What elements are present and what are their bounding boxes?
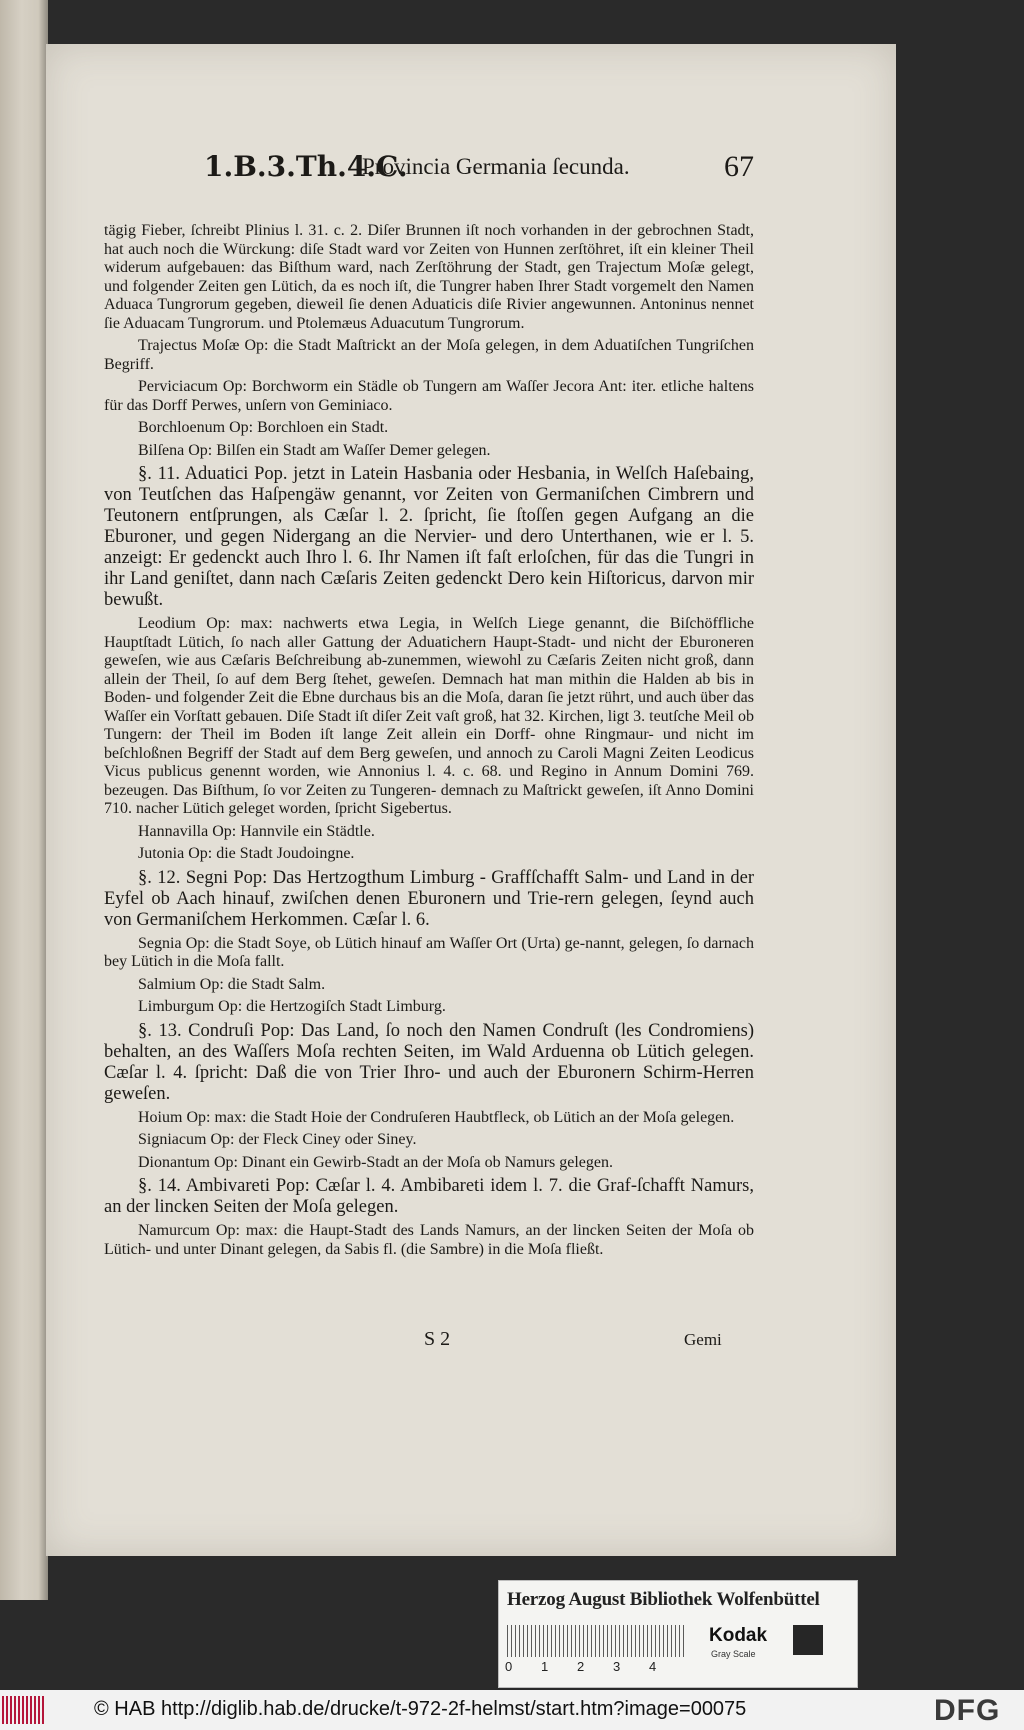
text-paragraph: Borchloenum Op: Borchloen ein Stadt. [138, 419, 389, 436]
text-paragraph: tägig Fieber, ſchreibt Plinius l. 31. c. 2. Diſer Brunnen iſt noch vorhanden in der gebrochnen Stadt, hat auch noch die Würckung: diſe Stadt ward vor Zeiten von Hunnen zerſtöhret, iſt ein kleiner Theil widerum aufgebauen: das Biſthum ward, nach Zerſtöhrung der Stadt, gen Trajectum Moſæ gelegt, und folgender Zeiten gen Lütich, da es noch iſt, die Tungrer haben Ihrer Stadt vorgemelt den Namen Aduaca Tungrorum gegeben, dieweil ſie denen Aduaticis diſe Rivier angewunnen. Antoninus nennet ſie Aduacam Tungrorum. und Ptolemæus Aduacutum Tungrorum. [104, 222, 754, 332]
text-paragraph: Namurcum Op: max: die Haupt-Stadt des Lands Namurs, an der lincken Seiten der Moſa ob Lütich- und unter Dinant gelegen, da Sabis fl. (die Sambre) in die Moſa fließt. [104, 1222, 754, 1258]
text-paragraph: Dionantum Op: Dinant ein Gewirb-Stadt an der Moſa ob Namurs gelegen. [138, 1153, 613, 1171]
hab-logo-icon [2, 1696, 46, 1724]
color-calibration-card [498, 1580, 858, 1688]
previous-page-edge [0, 0, 48, 1600]
running-head [150, 140, 770, 190]
viewer-footer-bar [0, 1690, 1024, 1730]
source-url[interactable]: © HAB http://diglib.hab.de/drucke/t-972-2f-helmst/start.htm?image=00075 [94, 1698, 747, 1720]
ruler-number: 2 [577, 1659, 585, 1674]
text-paragraph: Leodium Op: max: nachwerts etwa Legia, in Welſch Liege genannt, die Biſchöffliche Hauptſtadt Lütich, ſo nach aller Gattung der Aduatichern Haupt-Stadt- und nicht der Eburoneren geweſen, wie aus Cæſaris Beſchreibung ab-zunemmen, wiewohl zu Cæſaris Zeiten nicht groß, dann allein der Theil, ſo auf dem Berg ſtehet, geweſen. Demnach hat man mithin die Halden ab bis in Boden- und folgender Zeit die Ebne durchaus bis an die Moſa, daran ſie jetzt rührt, und auch über das Waſſer ein Vorſtatt gebauen. Diſe Stadt iſt diſer Zeit vaſt groß, hat 32. Kirchen, ligt 3. teutſche Meil ob Tungern: der Theil im Boden iſt lange Zeit allein ein Dorff- ohne Ringmaur- und nicht im beſchloßnen Begriff der Stadt auf dem Berg geweſen, und annoch zu Caroli Magni Zeiten Leodicus Vicus publicus genennt worden, wie Annonius l. 4. c. 68. und Regino in Annum Domini 769. bezeugen. Das Biſthum, ſo vor Zeiten zu Tungeren- demnach zu Maſtrickt geweſen, iſt Anno Domini 710. nacher Lütich geleget worden, ſpricht Sigebertus. [104, 615, 754, 817]
text-paragraph: Signiacum Op: der Fleck Ciney oder Siney. [138, 1131, 417, 1148]
measurement-ruler [507, 1625, 687, 1657]
signature-mark: S 2 [424, 1328, 451, 1350]
ruler-number: 3 [613, 1659, 621, 1674]
page-number: 67 [724, 150, 754, 183]
page-footer [104, 1328, 754, 1354]
running-head-title: Provincia Germania ſecunda. [362, 154, 630, 179]
page-text [104, 222, 754, 1263]
text-paragraph: Jutonia Op: die Stadt Joudoingne. [138, 845, 355, 862]
text-paragraph: Hoium Op: max: die Stadt Hoie der Condruſeren Haubtfleck, ob Lütich an der Moſa gelegen. [138, 1108, 735, 1126]
section-paragraph: §. 13. Condruſi Pop: Das Land, ſo noch den Namen Condruſt (les Condromiens) behalten, an des Waſſers Moſa rechten Seiten, im Wald Arduenna ob Lütich gelegen. Cæſar l. 4. ſpricht: Daß die von Trier Ihro- und auch der Eburonern Schirm-Herren geweſen. [104, 1020, 754, 1104]
gray-scale-label: Gray Scale [711, 1649, 756, 1659]
text-paragraph: Perviciacum Op: Borchworm ein Städle ob Tungern am Waſſer Jecora Ant: iter. etliche haltens für das Dorff Perwes, unſern von Geminiaco. [104, 378, 754, 414]
card-library-name: Herzog August Bibliothek Wolfenbüttel [507, 1589, 820, 1610]
ruler-number: 4 [649, 1659, 657, 1674]
text-paragraph: Trajectus Moſæ Op: die Stadt Maſtrickt an der Moſa gelegen, in dem Aduatiſchen Tungriſchen Begriff. [104, 337, 754, 373]
ruler-numbers [505, 1659, 695, 1674]
text-paragraph: Salmium Op: die Stadt Salm. [138, 975, 326, 993]
ruler-number: 1 [541, 1659, 549, 1674]
running-head-reference: 1.B.3.Th.4.C. [204, 150, 408, 183]
section-paragraph: §. 14. Ambivareti Pop: Cæſar l. 4. Ambibareti idem l. 7. die Graf-ſchafft Namurs, an der lincken Seiten der Moſa gelegen. [104, 1176, 754, 1217]
dfg-logo: DFG [934, 1694, 1001, 1727]
text-paragraph: Hannavilla Op: Hannvile ein Städtle. [138, 822, 375, 840]
catchword: Gemi [684, 1330, 722, 1349]
kodak-logo: Kodak [709, 1625, 768, 1646]
black-patch [793, 1625, 823, 1655]
text-paragraph: Bilſena Op: Bilſen ein Stadt am Waſſer Demer gelegen. [138, 441, 491, 459]
ruler-number: 0 [505, 1659, 513, 1674]
section-paragraph: §. 11. Aduatici Pop. jetzt in Latein Hasbania oder Hesbania, in Welſch Haſebaing, von Teutſchen das Haſpengäw genannt, vor Zeiten von Germaniſchen Cimbrern und Teutonern entſprungen, als Cæſar l. 2. ſpricht, ſie ſtoſſen gegen Aufgang an die Eburoner, und gegen Nidergang an die Nervier- und dero Unterthanen, wie er l. 5. anzeigt: Er gedenckt auch Ihro l. 6. Ihr Namen iſt faſt erloſchen, für das die Tungri in ihr Land geniſtet, dann nach Cæſaris Zeiten gedenckt Dero kein Hiſtoricus, darvon mir bewußt. [104, 464, 754, 610]
text-paragraph: Limburgum Op: die Hertzogiſch Stadt Limburg. [138, 998, 446, 1015]
text-paragraph: Segnia Op: die Stadt Soye, ob Lütich hinauf am Waſſer Ort (Urta) ge-nannt, gelegen, ſo darnach bey Lütich in die Moſa fallt. [104, 934, 754, 970]
section-paragraph: §. 12. Segni Pop: Das Hertzogthum Limburg - Graffſchafft Salm- und Land in der Eyfel ob Aach hinauf, zwiſchen denen Eburonern und Trie-rern gelegen, ſeynd auch von Germaniſchem Herkommen. Cæſar l. 6. [104, 867, 754, 930]
